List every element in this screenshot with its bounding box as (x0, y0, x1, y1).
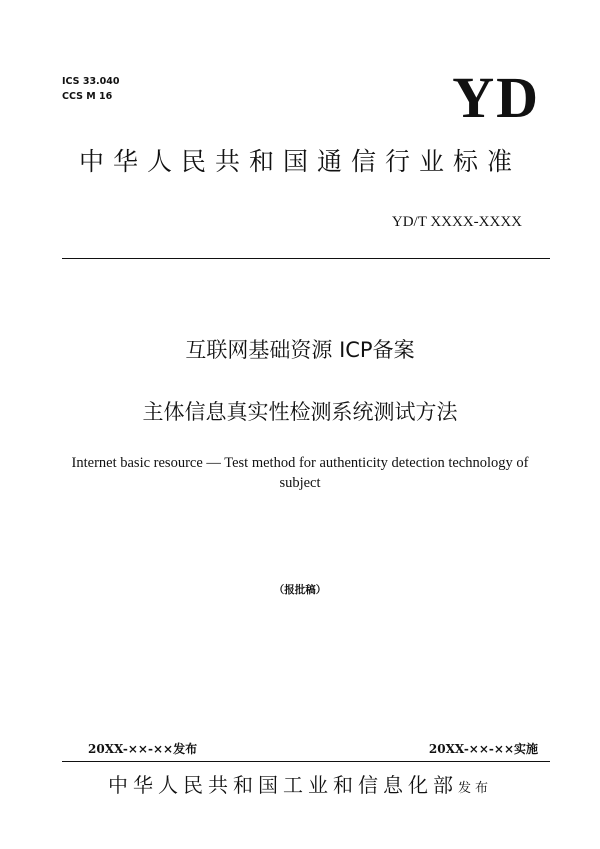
draft-status: （报批稿） (273, 584, 327, 596)
issuer-suffix: 发布 (457, 781, 492, 796)
standard-title: 中华人民共和国通信行业标准 (78, 147, 521, 176)
footer-divider (62, 761, 550, 762)
document-title-english: Internet basic resource — Test method for authenticity detection technology of subject (71, 455, 529, 491)
document-title-line1: 互联网基础资源 ICP备案 (185, 338, 415, 362)
standard-number: YD/T XXXX-XXXX (391, 214, 522, 230)
document-title-line2: 主体信息真实性检测系统测试方法 (142, 400, 458, 424)
issuing-authority (0, 770, 600, 804)
header-divider (62, 258, 550, 259)
publish-date: 20XX-××-××发布 (88, 742, 198, 756)
ccs-code: CCS M 16 (62, 91, 113, 102)
yd-logo: YD (452, 65, 540, 130)
implement-date: 20XX-××-××实施 (428, 742, 538, 756)
issuer-name: 中华人民共和国工业和信息化部 (107, 773, 458, 797)
ics-code: ICS 33.040 (62, 76, 120, 87)
classification-codes (62, 74, 120, 104)
